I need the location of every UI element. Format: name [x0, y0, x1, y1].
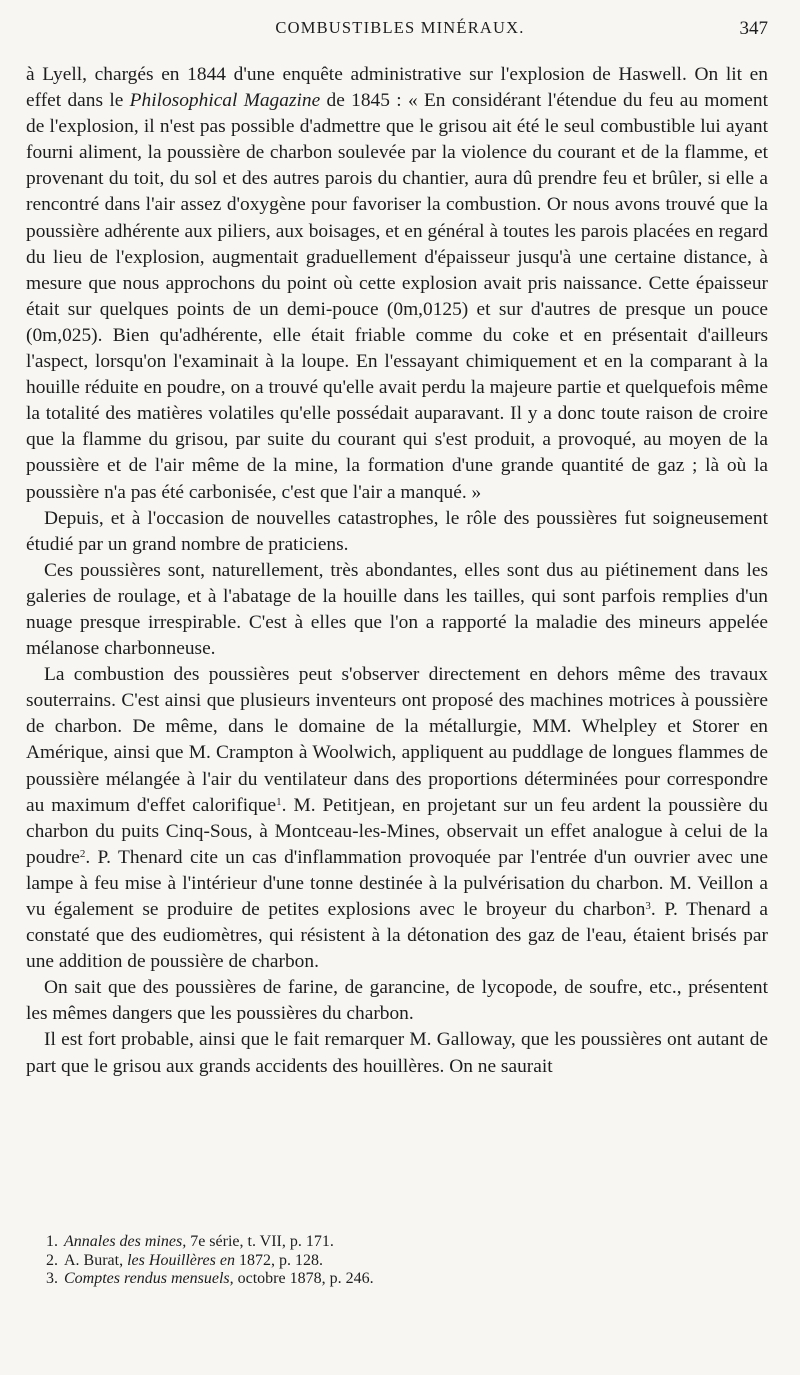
paragraph-1 — [26, 62, 768, 506]
paragraph-3: Ces poussières sont, naturellement, très abondantes, elles sont dus au piétinement dans les galeries de roulage, et à l'abatage de la houille dans les tailles, qui sont parfois remplies d'un nuage presque irrespirable. C'est à elles que l'on a rapporté la maladie des mineurs appelée mélanose charbonneuse. — [26, 559, 768, 660]
footnote-italic: Annales des mines, — [64, 1233, 187, 1250]
footnote-pre: A. Burat, — [64, 1251, 128, 1269]
footnote-number: 2. — [46, 1251, 58, 1269]
paragraph-1-text-b: de 1845 : « En considérant l'étendue du feu au moment de l'explosion, il n'est pas possible d'admettre que le grisou ait été le seul combustible lui ayant fourni aliment, la poussière de charbon soulevée par la violence du courant et de la flamme, et provenant du toit, du sol et des autres parois du chantier, aura dû prendre feu et brûler, si elle a rencontré dans l'air assez d'oxygène pour favoriser la combustion. Or nous avons trouvé que la poussière adhérente aux piliers, aux boisages, et en général à toutes les parois placées en regard du lieu de l'explosion, augmentait graduellement d'épaisseur jusqu'à une certaine distance, à mesure que nous approchons du point où cette explosion avait pris naissance. Cette épaisseur était sur quelques points de un demi-pouce (0m,0125) et sur d'autres de presque un pouce (0m,025). Bien qu'adhérente, elle était friable comme du coke et en présentait d'ailleurs l'aspect, lorsqu'on l'examinait à la loupe. En l'essayant chimiquement et en la comparant à la houille réduite en poudre, on a trouvé qu'elle avait perdu la majeure partie et quelquefois même la totalité des matières volatiles qu'elle possédait auparavant. Il y a donc toute raison de croire que la flamme du grisou, par suite du courant qui s'est produit, a provoqué, au moyen de la poussière et de l'air même de la mine, la formation d'une grande quantité de gaz ; là où la poussière n'a pas été carbonisée, c'est que l'air a manqué. » — [26, 90, 768, 503]
paragraph-4-text-d: . P. Thenard a constaté que des eudiomètres, qui résistent à la détonation des gaz de l'eau, étaient brisés par une addition de poussière de charbon. — [26, 899, 768, 973]
page-number: 347 — [739, 18, 768, 39]
paragraph-4-text-b: . M. Petitjean, en projetant sur un feu ardent la poussière du charbon du puits Cinq-Sous, à Montceau-les-Mines, observait un effet analogue à celui de la poudre — [26, 794, 769, 868]
footnote-rest: 1872, p. 128. — [234, 1251, 323, 1269]
footnote-italic: Comptes rendus mensuels, — [64, 1270, 234, 1287]
paragraph-2: Depuis, et à l'occasion de nouvelles catastrophes, le rôle des poussières fut soigneusement étudié par un grand nombre de praticiens. — [26, 507, 768, 555]
footnote-rest: octobre 1878, p. 246. — [233, 1270, 374, 1287]
footnote-text — [64, 1252, 323, 1271]
paragraph-1-text-a: à Lyell, chargés en 1844 d'une enquête administrative sur l'explosion de Haswell. On lit en effet dans le — [26, 64, 768, 112]
footnote-ref-2[interactable]: 2 — [79, 847, 86, 860]
journal-title: Philosophical Magazine — [129, 90, 321, 112]
footnote-rest: 7e série, t. VII, p. 171. — [186, 1233, 334, 1250]
footnote-ref-3[interactable]: 3 — [645, 899, 651, 912]
footnote-1 — [46, 1233, 746, 1252]
paragraph-6: Il est fort probable, ainsi que le fait remarquer M. Galloway, que les poussières ont autant de part que le grisou aux grands accidents des houillères. On ne saurait — [26, 1029, 768, 1077]
footnotes — [46, 1233, 746, 1289]
footnote-text — [64, 1270, 374, 1289]
paragraph-5: On sait que des poussières de farine, de garancine, de lycopode, de soufre, etc., présentent les mêmes dangers que les poussières du charbon. — [26, 977, 768, 1025]
footnote-number: 3. — [46, 1270, 58, 1287]
footnote-italic: les Houillères en — [127, 1251, 235, 1269]
paragraph-4 — [26, 662, 768, 975]
footnote-3 — [46, 1270, 746, 1289]
running-title: COMBUSTIBLES MINÉRAUX. — [275, 18, 525, 37]
footnote-ref-1[interactable]: 1 — [276, 795, 282, 808]
footnote-2 — [46, 1252, 746, 1271]
page-header — [0, 18, 800, 48]
body-text — [26, 62, 768, 1080]
paragraph-4-text-c: . P. Thenard cite un cas d'inflammation provoquée par l'entrée d'un ouvrier avec une lampe à feu mise à l'intérieur d'une tonne destinée à la pulvérisation du charbon. M. Veillon a vu également se produire de petites explosions avec le broyeur du charbon — [26, 846, 768, 920]
footnote-number: 1. — [46, 1233, 58, 1250]
footnote-text — [64, 1233, 334, 1252]
paragraph-4-text-a: La combustion des poussières peut s'observer directement en dehors même des travaux souterrains. C'est ainsi que plusieurs inventeurs ont proposé des machines motrices à poussière de charbon. De même, dans le domaine de la métallurgie, MM. Whelpley et Storer en Amérique, ainsi que M. Crampton à Woolwich, appliquent au puddlage de longues flammes de poussière mélangée à l'air du ventilateur dans des proportions déterminées pour correspondre au maximum d'effet calorifique — [26, 664, 768, 816]
